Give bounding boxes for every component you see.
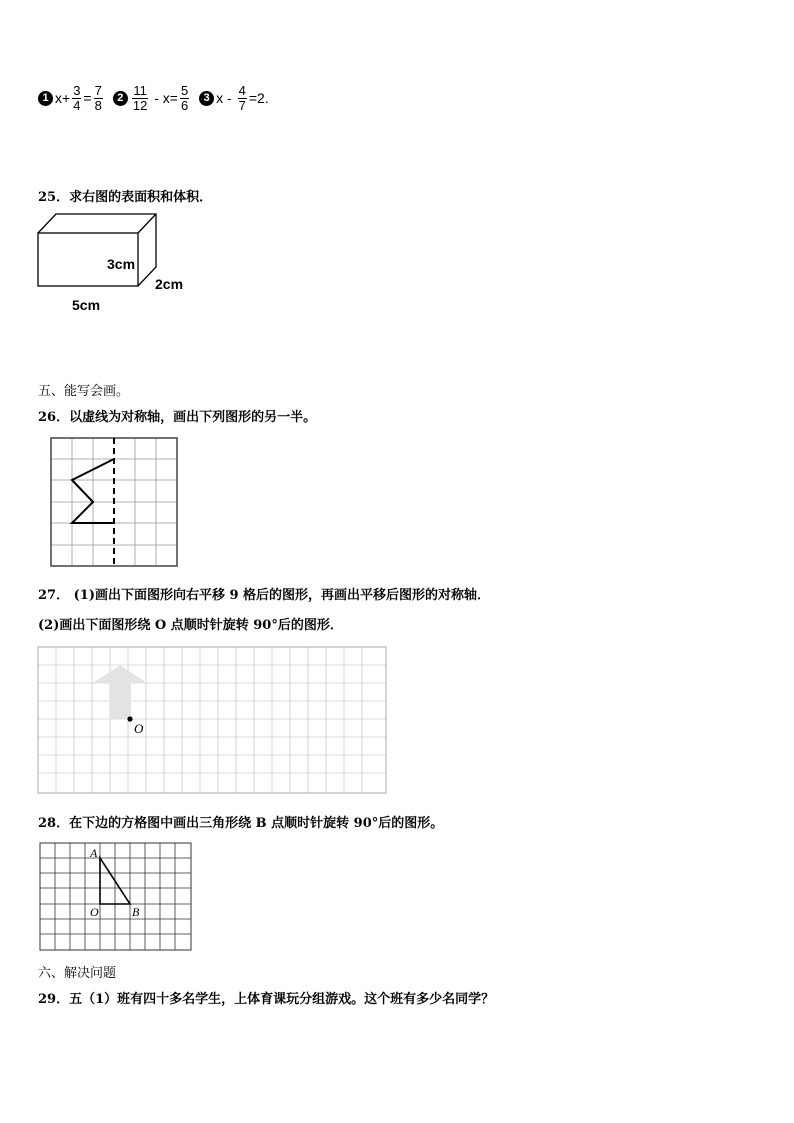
cuboid-height-label: 3cm — [107, 256, 136, 272]
point-o-label: O — [134, 721, 144, 736]
eq1-fraction-1: $\frac{3}{4}$ — [73, 82, 81, 113]
eq2-fraction-1: $\frac{11}{12}$ — [132, 82, 148, 113]
cuboid-length-label: 5cm — [72, 297, 101, 313]
eq1-equals: = — [83, 90, 92, 106]
eq1-fraction-2: $\frac{7}{8}$ — [94, 82, 102, 113]
eq1-lhs: x+ — [55, 90, 71, 106]
vertex-a-label: A — [90, 846, 98, 860]
question-26: 26．以虚线为对称轴，画出下列图形的另一半。 — [38, 410, 317, 425]
eq3-rhs: =2. — [248, 90, 269, 106]
cuboid-depth-label: 2cm — [155, 276, 184, 292]
section-5-title: 五、能写会画。 — [38, 384, 130, 399]
marker-1: 1 — [38, 91, 53, 106]
eq3-fraction: $\frac{4}{7}$ — [238, 82, 246, 113]
question-27-part-1: 27． (1)画出下面图形向右平移 9 格后的图形，再画出平移后图形的对称轴． — [38, 588, 491, 603]
section-6-title: 六、解决问题 — [38, 966, 117, 981]
rotation-grid-lines — [40, 843, 191, 950]
vertex-b-label: B — [132, 905, 140, 919]
marker-2: 2 — [113, 91, 128, 106]
vertex-o-label: O — [90, 905, 99, 919]
question-29: 29．五（1）班有四十多名学生，上体育课玩分组游戏。这个班有多少名同学？ — [38, 992, 495, 1007]
marker-3: 3 — [199, 91, 214, 106]
question-25: 25．求右图的表面积和体积． — [38, 190, 213, 205]
eq3-lhs: x - — [216, 90, 236, 106]
question-27-part-2: (2)画出下面图形绕 O 点顺时针旋转 90°后的图形． — [38, 618, 343, 633]
eq2-mid: - x= — [150, 90, 178, 106]
eq2-fraction-2: $\frac{5}{6}$ — [180, 82, 189, 113]
question-28: 28．在下边的方格图中画出三角形绕 B 点顺时针旋转 90°后的图形。 — [38, 816, 444, 831]
